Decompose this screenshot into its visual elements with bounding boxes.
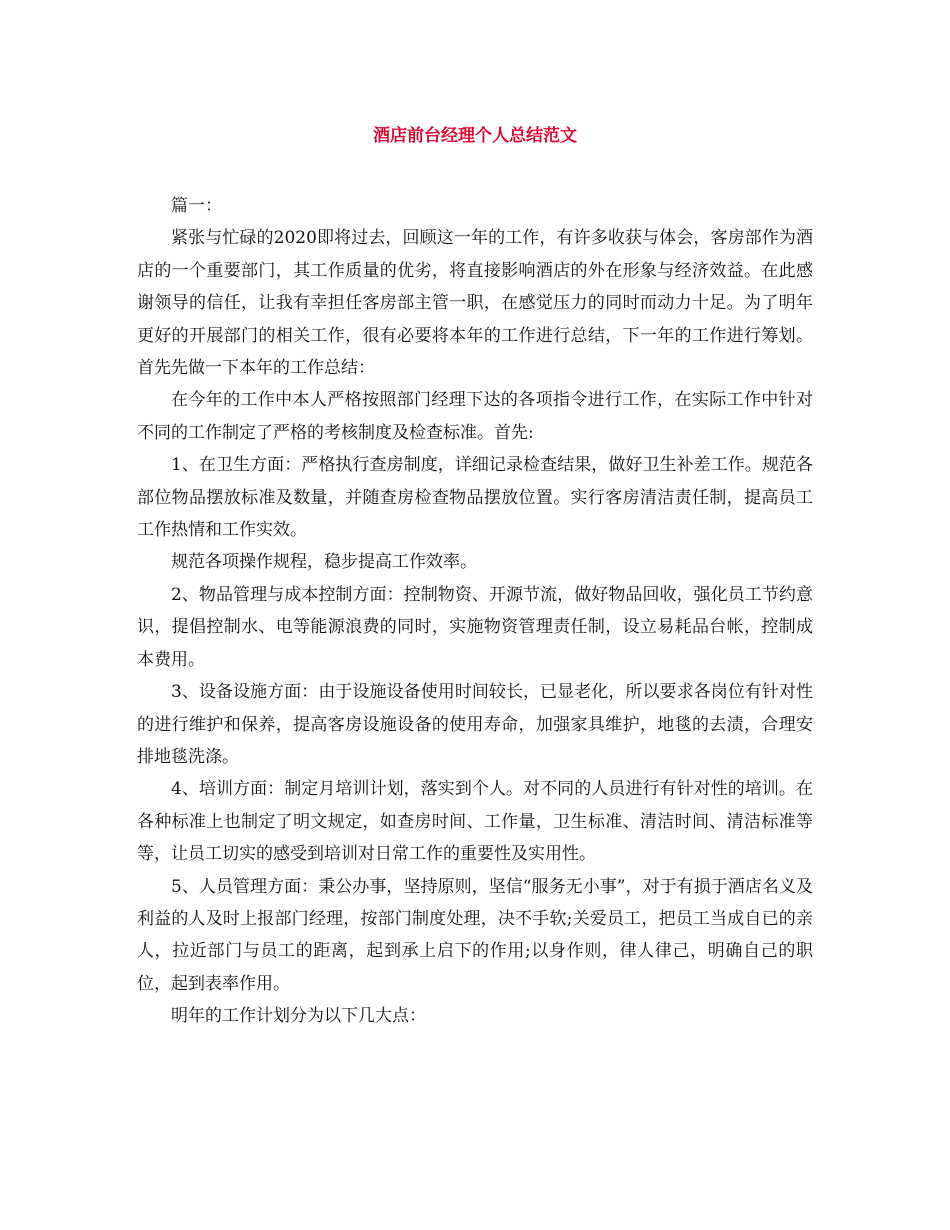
document-title: 酒店前台经理个人总结范文 xyxy=(373,126,577,146)
section-label: 篇一： xyxy=(171,196,222,216)
paragraph: 3、设备设施方面：由于设施设备使用时间较长，已显老化，所以要求各岗位有针对性的进行维护和保养，提高客房设施设备的使用寿命，加强家具维护，地毯的去渍，合理安排地毯洗涤。 xyxy=(137,682,813,767)
paragraph: 2、物品管理与成本控制方面：控制物资、开源节流，做好物品回收，强化员工节约意识，提倡控制水、电等能源浪费的同时，实施物资管理责任制，设立易耗品台帐，控制成本费用。 xyxy=(137,584,813,670)
paragraph: 紧张与忙碌的2020即将过去，回顾这一年的工作，有许多收获与体会，客房部作为酒店的一个重要部门，其工作质量的优劣，将直接影响酒店的外在形象与经济效益。在此感谢领导的信任，让我有幸担任客房部主管一职，在感觉压力的同时而动力十足。为了明年更好的开展部门的相关工作，很有必要将本年的工作进行总结，下一年的工作进行筹划。首先先做一下本年的工作总结： xyxy=(137,228,813,379)
document-body xyxy=(137,190,813,1033)
paragraph: 规范各项操作规程，稳步提高工作效率。 xyxy=(171,552,477,573)
paragraph: 5、人员管理方面：秉公办事，坚持原则，坚信“服务无小事”，对于有损于酒店名义及利益的人及时上报部门经理，按部门制度处理，决不手软;关爱员工，把员工当成自已的亲人，拉近部门与员工的距离，起到承上启下的作用;以身作则，律人律己，明确自己的职位，起到表率作用。 xyxy=(137,876,813,994)
paragraph: 在今年的工作中本人严格按照部门经理下达的各项指令进行工作，在实际工作中针对不同的工作制定了严格的考核制度及检查标准。首先: xyxy=(137,390,813,443)
paragraph: 明年的工作计划分为以下几大点： xyxy=(171,1006,426,1027)
paragraph: 4、培训方面：制定月培训计划，落实到个人。对不同的人员进行有针对性的培训。在各种标准上也制定了明文规定，如查房时间、工作量，卫生标准、清洁时间、清洁标准等等，让员工切实的感受到培训对日常工作的重要性及实用性。 xyxy=(137,779,813,865)
paragraph: 1、在卫生方面：严格执行查房制度，详细记录检查结果，做好卫生补差工作。规范各部位物品摆放标准及数量，并随查房检查物品摆放位置。实行客房清洁责任制，提高员工工作热情和工作实效。 xyxy=(137,455,813,541)
